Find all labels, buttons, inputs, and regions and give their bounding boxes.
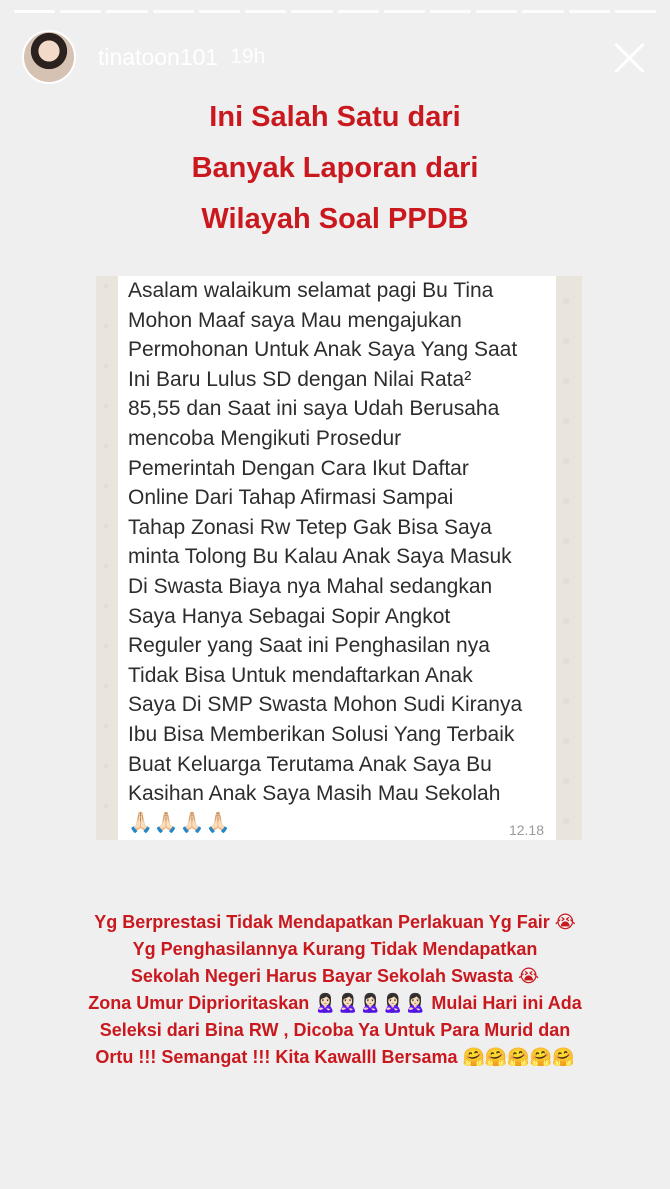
story-caption	[0, 909, 670, 1071]
close-icon[interactable]	[610, 38, 648, 76]
message-line: Saya Hanya Sebagai Sopir Angkot	[128, 604, 451, 628]
message-line: Tidak Bisa Untuk mendaftarkan Anak	[128, 663, 473, 687]
message-line: Di Swasta Biaya nya Mahal sedangkan	[128, 574, 493, 598]
username[interactable]: tinatoon101	[98, 43, 219, 70]
headline-line: Ini Salah Satu dari	[209, 101, 461, 133]
message-line: Ini Baru Lulus SD dengan Nilai Rata²	[128, 367, 472, 391]
progress-segment	[245, 10, 286, 13]
caption-line: Sekolah Negeri Harus Bayar Sekolah Swasta 😭	[130, 966, 540, 986]
avatar[interactable]	[22, 30, 76, 84]
message-line: Reguler yang Saat ini Penghasilan nya	[128, 634, 490, 658]
progress-segment	[199, 10, 240, 13]
message-line: Asalam walaikum selamat pagi Bu Tina	[128, 279, 494, 302]
headline-line: Banyak Laporan dari	[191, 152, 479, 184]
progress-segment	[291, 10, 332, 13]
progress-segment	[384, 10, 425, 13]
message-line: mencoba Mengikuti Prosedur	[128, 426, 402, 450]
progress-segment	[569, 10, 610, 13]
progress-segment	[60, 10, 101, 13]
caption-line: Yg Penghasilannya Kurang Tidak Mendapatkan	[132, 939, 538, 959]
story-headline	[0, 92, 670, 245]
message-text	[128, 276, 558, 838]
story-time: 19h	[230, 45, 266, 68]
chat-screenshot	[96, 276, 582, 840]
progress-segment	[476, 10, 517, 13]
progress-segment	[430, 10, 471, 13]
message-line: Mohon Maaf saya Mau mengajukan	[128, 308, 462, 332]
progress-segment	[106, 10, 147, 13]
message-line: Tahap Zonasi Rw Tetep Gak Bisa Saya	[128, 515, 492, 539]
headline-line: Wilayah Soal PPDB	[201, 203, 469, 235]
caption-line: Seleksi dari Bina RW , Dicoba Ya Untuk Para Murid dan	[99, 1020, 571, 1040]
message-line: Saya Di SMP Swasta Mohon Sudi Kiranya	[128, 693, 523, 717]
progress-segment	[338, 10, 379, 13]
progress-segment	[522, 10, 563, 13]
message-line: Kasihan Anak Saya Masih Mau Sekolah	[128, 782, 501, 806]
message-line: Buat Keluarga Terutama Anak Saya Bu	[128, 752, 492, 776]
story-progress-bar	[14, 10, 656, 13]
message-line: 85,55 dan Saat ini saya Udah Berusaha	[128, 397, 500, 421]
message-line: minta Tolong Bu Kalau Anak Saya Masuk	[128, 545, 512, 569]
message-line: Pemerintah Dengan Cara Ikut Daftar	[128, 456, 469, 480]
caption-line: Ortu !!! Semangat !!! Kita Kawalll Bersama 🤗🤗🤗🤗🤗	[95, 1047, 575, 1067]
progress-segment	[14, 10, 55, 13]
caption-line: Yg Berprestasi Tidak Mendapatkan Perlakuan Yg Fair 😭	[94, 912, 576, 932]
message-bubble	[118, 276, 556, 840]
praying-hands-icons: 🙏🏻🙏🏻🙏🏻🙏🏻	[128, 811, 232, 834]
message-line: Ibu Bisa Memberikan Solusi Yang Terbaik	[128, 722, 515, 746]
story-header	[22, 28, 648, 86]
caption-line: Zona Umur Diprioritaskan 🙎🏻‍♀️🙎🏻‍♀️🙎🏻‍♀️🙎🏻‍♀️🙎🏻‍♀️ Mulai Hari ini Ada	[88, 993, 582, 1013]
message-timestamp: 12.18	[508, 822, 544, 838]
message-line: Online Dari Tahap Afirmasi Sampai	[128, 486, 454, 510]
progress-segment	[615, 10, 656, 13]
message-line: Permohonan Untuk Anak Saya Yang Saat	[128, 338, 518, 362]
progress-segment	[153, 10, 194, 13]
